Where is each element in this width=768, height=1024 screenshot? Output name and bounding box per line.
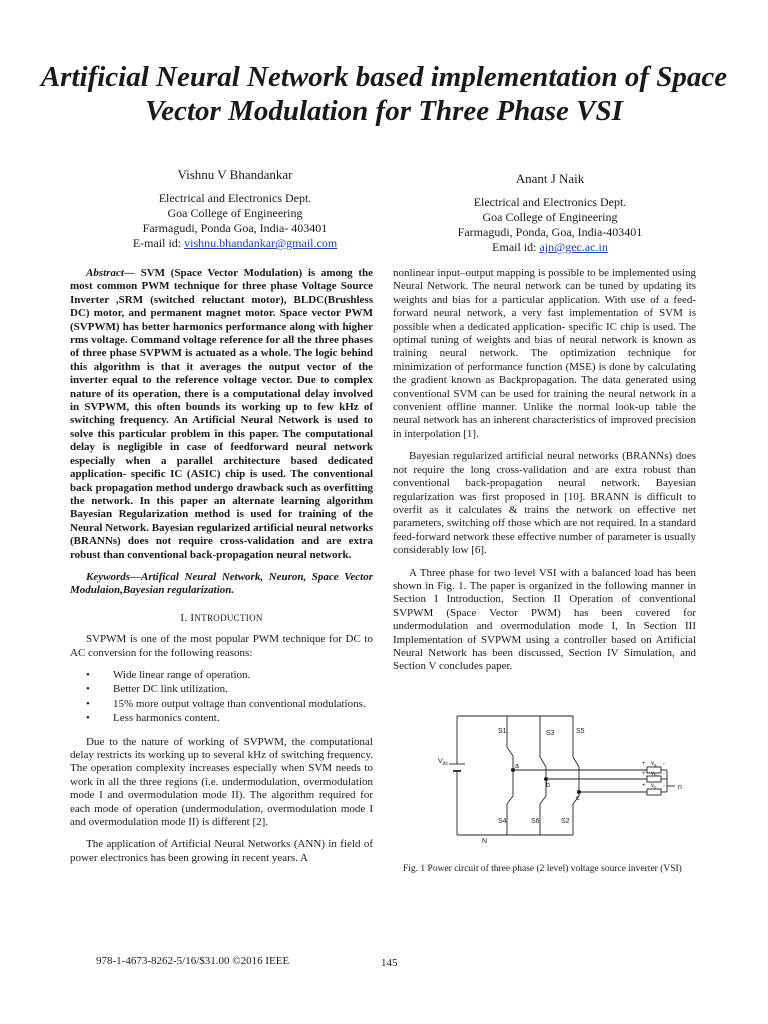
author-name: Vishnu V Bhandankar: [177, 167, 293, 182]
list-item: • Wide linear range of operation.: [70, 669, 373, 682]
author-dept: Electrical and Electronics Dept.: [473, 195, 627, 209]
paragraph: Due to the nature of working of SVPWM, the computational delay restricts its working up to several kHz of switching frequency. The operation complexity increases especially when SVM needs to work in all the three regions (i.e. undermodulation, overmodulation mode I and overmodulation mode II). The algorithm required for each mode of operation (undermodulation, overmodulation mode I and overmodulation mode II) is different [2].: [70, 735, 373, 829]
section-heading-introduction: [70, 612, 373, 625]
load-c-minus: -: [663, 783, 665, 789]
load-a-minus: -: [663, 761, 665, 767]
author-college: Goa College of Engineering: [167, 206, 303, 220]
load-c-plus: +: [642, 783, 646, 789]
author-dept: Electrical and Electronics Dept.: [158, 191, 312, 205]
label-s2: S2: [561, 818, 570, 825]
author-block-1: [90, 167, 380, 251]
abstract-lead: Abstract—: [86, 267, 135, 279]
section-number: I.: [180, 611, 188, 624]
right-column: [393, 267, 696, 683]
load-b-plus: +: [642, 771, 646, 777]
author-email-link[interactable]: vishnu.bhandankar@gmail.com: [184, 236, 338, 250]
reasons-list: [70, 669, 373, 726]
abstract-text: SVM (Space Vector Modulation) is among the most common PWM technique for three phase Voltage Source Inverter ,SRM (switched reluctant motor), BLDC(Brushless DC) motor, and permanent magnet motor. Space vector PWM (SVPWM) has better harmonics performance along with higher rms voltage. Command voltage reference for all the three phases of three phase SVPWM is actuated as a whole. The logic behind this algorithm is that it averages the output vector of the inverter equal to the reference voltage vector. Due to complex nature of its operation, there is a computational delay involved in SVPWM, this often bounds its working up to few kHz of switching frequency. An Artificial Neural Network is used to solve this particular problem in this paper. The computational delay is negligible in case of feedforward neural network especially when a parallel architecture based dedicated application- specific IC (ASIC) chip is used. The conventional back propagation method undergo drawback such as overfitting the network. In this paper an alternate learning algorithm Bayesian Regularization method is used for training of the Neural Network. Bayesian regularized artificial neural networks (BRANNs) does not require cross-validation and are extra robust than conventional back-propagation neural network.: [70, 267, 373, 561]
paragraph: The application of Artificial Neural Networks (ANN) in field of power electronics has been growing in recent years. A: [70, 838, 373, 864]
keywords: Keywords—Artifical Neural Network, Neuron, Space Vector Modulaion,Bayesian regularization.: [70, 570, 373, 597]
label-s6: S6: [531, 818, 540, 825]
section-heading-initial: I: [190, 611, 195, 624]
load-c: [647, 789, 661, 795]
label-s3: S3: [546, 730, 555, 737]
label-s5: S5: [576, 728, 585, 735]
label-vb: $v_b$: [651, 771, 657, 778]
switch-s5: [573, 757, 579, 767]
node-b: [544, 777, 547, 780]
label-n: n: [678, 784, 682, 791]
footer-isbn: 978-1-4673-8262-5/16/$31.00 ©2016 IEEE: [96, 955, 290, 967]
switch-s6: [540, 796, 546, 804]
label-va: $v_a$: [651, 761, 657, 768]
label-s1: S1: [498, 728, 507, 735]
author-address: Farmagudi, Ponda Goa, India- 403401: [142, 221, 328, 235]
author-email-link[interactable]: ajn@gec.ac.in: [539, 240, 608, 254]
abstract: [70, 267, 373, 562]
label-node-a: a: [515, 763, 519, 770]
label-node-b: b: [546, 782, 550, 789]
section-heading-rest: NTRODUCTION: [194, 612, 263, 623]
list-item: • Less harmonics content.: [70, 712, 373, 725]
list-item: • Better DC link utilization.: [70, 683, 373, 696]
figure-caption: Fig. 1 Power circuit of three phase (2 level) voltage source inverter (VSI): [403, 864, 682, 874]
page-number: 145: [381, 957, 398, 969]
author-email-line: [405, 240, 695, 255]
paragraph: Bayesian regularized artificial neural networks (BRANNs) does not require the long cross-validation and are extra robust than conventional back-propagation neural network. Bayesian regularization was first proposed in [10]. BRANN is difficult to overfit as it calculates & trains the network on effective net parameters, switching off those which are not required. In a standard feed-forward network these effective number of parameter is usually considerably low [6].: [393, 450, 696, 557]
switch-s3: [540, 757, 546, 767]
label-N: N: [482, 838, 488, 845]
node-c: [577, 790, 580, 793]
label-vdc: $V_{dc}$: [438, 758, 448, 767]
paragraph: SVPWM is one of the most popular PWM technique for DC to AC conversion for the following reasons:: [70, 633, 373, 659]
author-email-line: [90, 236, 380, 251]
author-college: Goa College of Engineering: [482, 210, 618, 224]
author-address: Farmagudi, Ponda, Goa, India-403401: [457, 225, 643, 239]
paragraph-continued: nonlinear input–output mapping is possible to be implemented using Neural Network. The neural network can be tuned by updating its weights and bias for a particular application. With use of a feed-forward neural network, a very fast implementation of SVM is possible when a dedicated application- specific IC chip is used. The optimal tuning of weights and bias of neural network is known as training neural network. The optimization technique for minimization of performance function (MSE) is done by calculating the gradient known as Backpropagation. The data generated using conventional SVM can be used for training the neural network in a convenient offline manner. Unlike the normal look-up table the neural network has an inherent characteristics of improved precision in interpolation [1].: [393, 267, 696, 440]
author-block-2: [405, 171, 695, 255]
inverter-circuit-diagram: [395, 712, 695, 850]
email-label: E-mail id:: [132, 236, 185, 250]
paper-title: Artificial Neural Network based implementation of Space Vector Modulation for Three Phase VSI: [40, 61, 728, 127]
switch-s1: [507, 747, 513, 756]
load-b-minus: -: [663, 771, 665, 777]
list-item: • 15% more output voltage than conventional modulations.: [70, 698, 373, 711]
author-name: Anant J Naik: [515, 171, 585, 186]
left-column: [70, 267, 373, 874]
switch-s4: [507, 796, 513, 804]
label-node-c: c: [576, 795, 580, 802]
paragraph: A Three phase for two level VSI with a balanced load has been shown in Fig. 1. The paper is organized in the following manner in Section I Introduction, Section II Operation of conventional SVPWM (Space Vector PWM) has been covered for undermodulation and overmodulation mode I, In Section III Implementation of SVPWM using a controller based on Artificial Neural Network has been discussed, Section IV Simulation, and Section V concludes paper.: [393, 566, 696, 673]
load-a-plus: +: [642, 761, 646, 767]
email-label: Email id:: [492, 240, 540, 254]
label-vc: $v_c$: [651, 783, 657, 790]
label-s4: S4: [498, 818, 507, 825]
